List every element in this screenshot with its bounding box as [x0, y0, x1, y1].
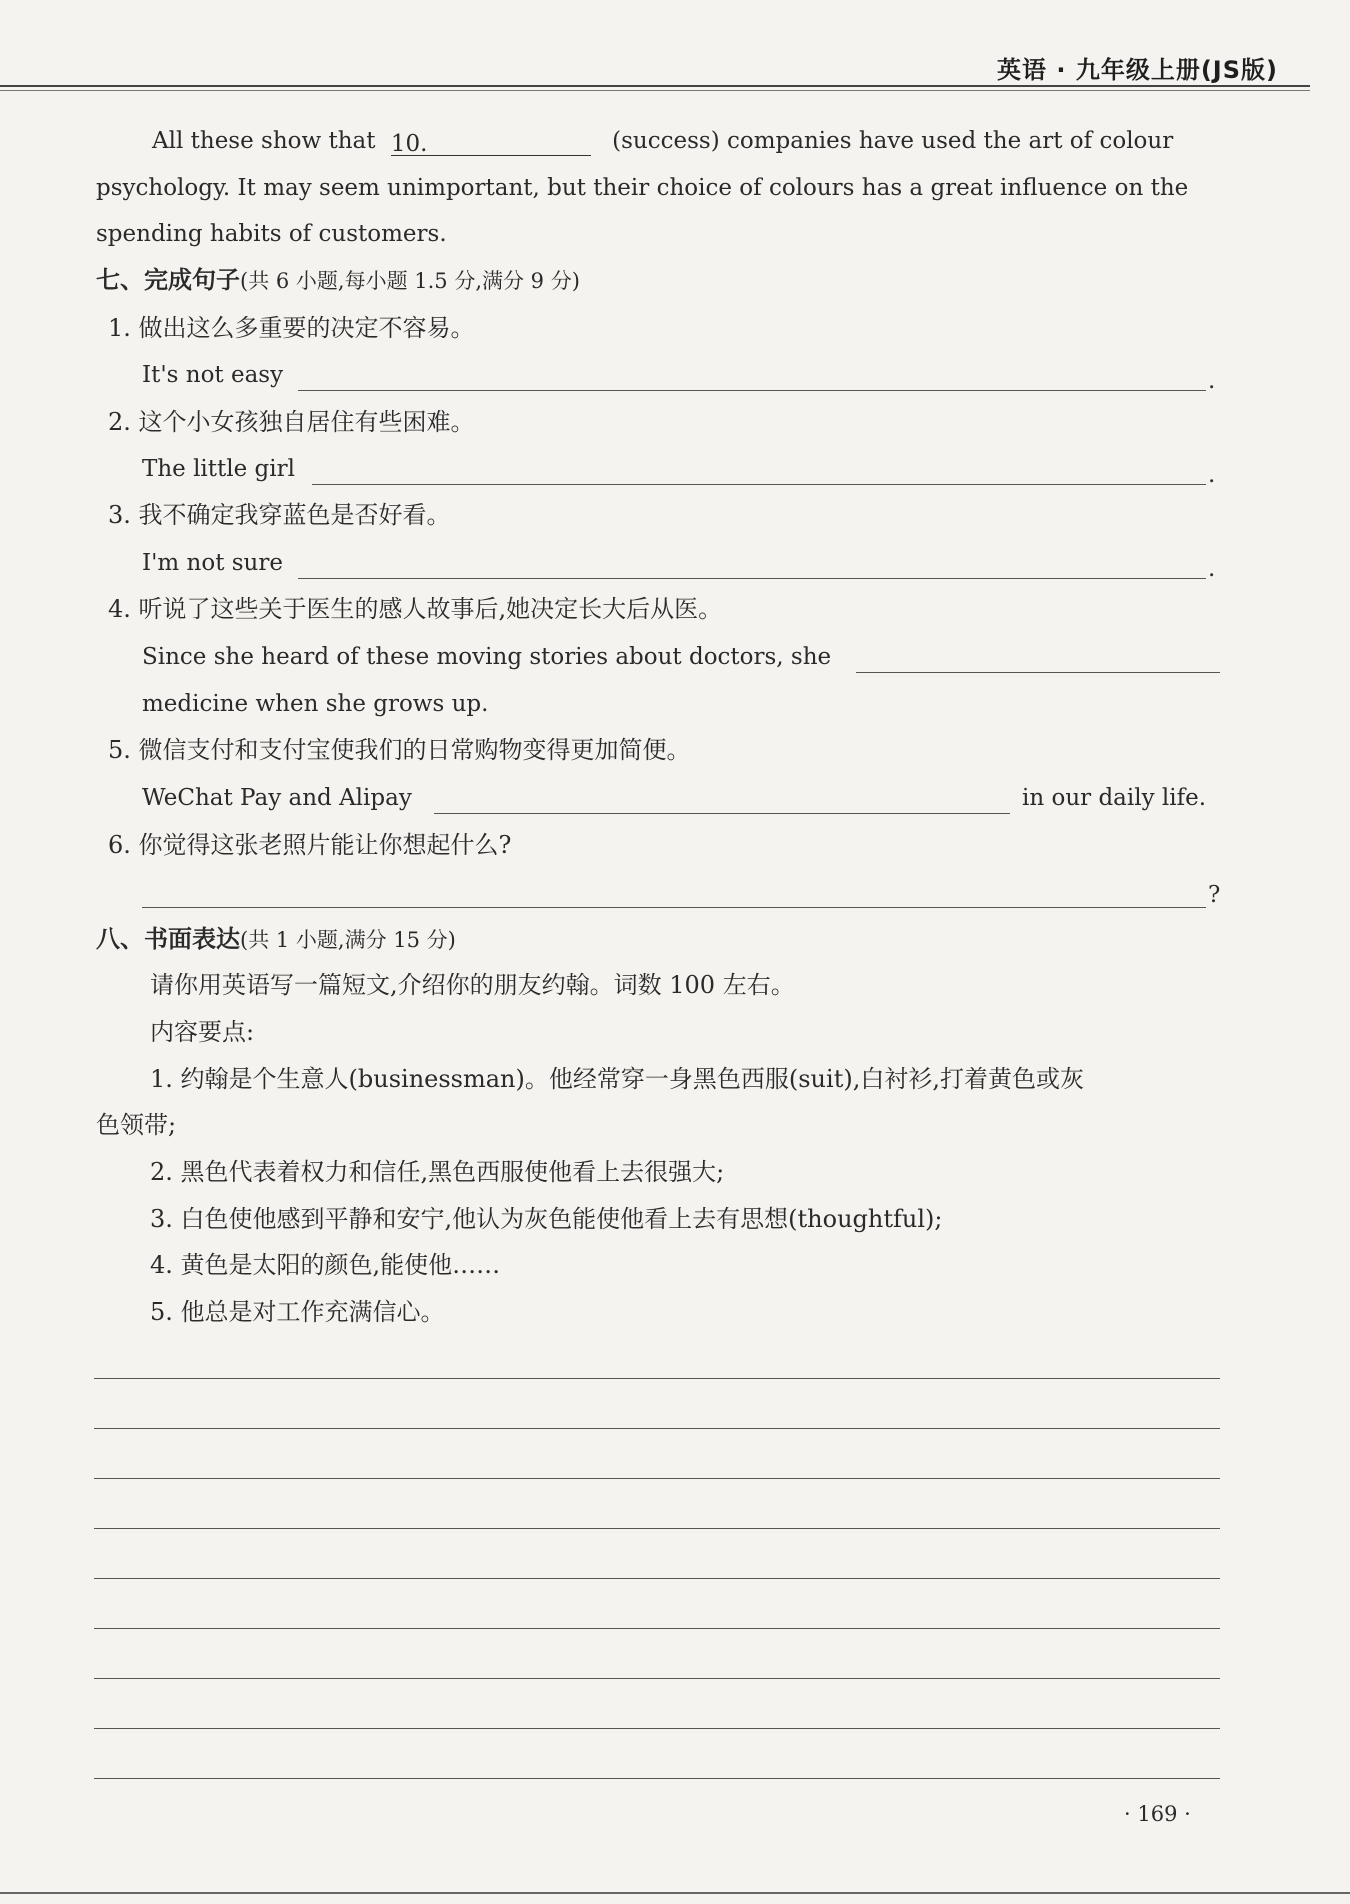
s8-point-2: 2. 黑色代表着权力和信任,黑色西服使他看上去很强大; [150, 1158, 725, 1186]
s7-item-4-lead: Since she heard of these moving stories about doctors, she [142, 644, 832, 670]
s8-point-4: 4. 黄色是太阳的颜色,能使他…… [150, 1251, 501, 1279]
writing-line[interactable] [94, 1628, 1220, 1629]
passage-line-2: psychology. It may seem unimportant, but their choice of colours has a great influence on the [96, 175, 1189, 201]
s7-item-5-prompt: 5. 微信支付和支付宝使我们的日常购物变得更加简便。 [108, 736, 691, 764]
header-rule-thin [0, 90, 1310, 91]
writing-line[interactable] [94, 1778, 1220, 1779]
s7-item-6-prompt: 6. 你觉得这张老照片能让你想起什么? [108, 831, 512, 859]
s7-item-4-line2: medicine when she grows up. [142, 691, 489, 717]
s7-item-5-answer-line[interactable] [434, 813, 1010, 814]
s8-point-1: 1. 约翰是个生意人(businessman)。他经常穿一身黑色西服(suit),白衬衫,打着黄色或灰 [150, 1065, 1084, 1093]
s7-item-6-answer-line[interactable] [142, 907, 1206, 908]
s7-item-3-answer-line[interactable] [298, 578, 1206, 579]
s7-item-2-prompt: 2. 这个小女孩独自居住有些困难。 [108, 408, 475, 436]
writing-line[interactable] [94, 1478, 1220, 1479]
writing-line[interactable] [94, 1728, 1220, 1729]
section-8-heading: 八、书面表达(共 1 小题,满分 15 分) [96, 924, 456, 953]
header-title: 英语 · 九年级上册(JS版) [997, 56, 1278, 84]
s7-item-2-answer-line[interactable] [312, 484, 1206, 485]
s8-point-1-cont: 色领带; [96, 1111, 177, 1139]
s7-item-1-lead: It's not easy [142, 362, 284, 388]
workbook-page: 英语 · 九年级上册(JS版) All these show that 10. (success) companies have used the art of colour psychology. It may seem unimportant, but their choice of colours has a great influence on the spending habits of customers. 七、完成句子(共 6 小题,每小题 1.5 分,满分 9 分) 1. 做出这么多重要的决定不容易。 It's not easy . 2. 这个小女孩独自居住有些困难。 The little girl . 3. 我不确定我穿蓝色是否好看。 I'm not sure . 4. 听说了这些关于医生的感人故事后,她决定长大后从医。 Since she heard of these moving stories about doctors, she medicine when she grows up. 5. 微信支付和支付宝使我们的日常购物变得更加简便。 WeChat Pay and Alipay in our daily life. 6. 你觉得这张老照片能让你想起什么? ? 八、书面表达(共 1 小题,满分 15 分) 请你用英语写一篇短文,介绍你的朋友约翰。词数 100 左右。 内容要点: 1. 约翰是个生意人(businessman)。他经常穿一身黑色西服(suit),白衬衫,打着黄色或灰 色领带; 2. 黑色代表着权力和信任,黑色西服使他看上去很强大; 3. 白色使他感到平静和安宁,他认为灰色能使他看上去有思想(thoughtful); 4. 黄色是太阳的颜色,能使他…… 5. 他总是对工作充满信心。 · 169 · [0, 0, 1350, 1904]
bottom-rule [0, 1892, 1350, 1894]
header-rule [0, 85, 1310, 87]
s7-item-5-lead: WeChat Pay and Alipay [142, 785, 412, 811]
page-number: · 169 · [1124, 1802, 1191, 1826]
passage-line-1: All these show that 10. (success) companies have used the art of colour [152, 128, 1174, 157]
writing-line[interactable] [94, 1678, 1220, 1679]
s8-point-5: 5. 他总是对工作充满信心。 [150, 1298, 445, 1326]
s7-item-4-prompt: 4. 听说了这些关于医生的感人故事后,她决定长大后从医。 [108, 595, 723, 623]
s7-item-3-lead: I'm not sure [142, 550, 283, 576]
s7-item-5-tail: in our daily life. [1022, 785, 1207, 811]
passage-line-3: spending habits of customers. [96, 221, 447, 247]
writing-line[interactable] [94, 1578, 1220, 1579]
writing-line[interactable] [94, 1528, 1220, 1529]
writing-line[interactable] [94, 1428, 1220, 1429]
s7-item-4-answer-line[interactable] [856, 672, 1220, 673]
s8-instruction: 请你用英语写一篇短文,介绍你的朋友约翰。词数 100 左右。 [150, 971, 795, 999]
blank-10[interactable]: 10. [391, 129, 591, 156]
s7-item-2-lead: The little girl [142, 456, 295, 482]
s7-item-3-prompt: 3. 我不确定我穿蓝色是否好看。 [108, 501, 451, 529]
s8-point-3: 3. 白色使他感到平静和安宁,他认为灰色能使他看上去有思想(thoughtful); [150, 1205, 943, 1233]
s7-item-1-answer-line[interactable] [298, 390, 1206, 391]
section-7-heading: 七、完成句子(共 6 小题,每小题 1.5 分,满分 9 分) [96, 265, 580, 294]
s7-item-1-prompt: 1. 做出这么多重要的决定不容易。 [108, 314, 475, 342]
s8-points-heading: 内容要点: [150, 1018, 255, 1046]
writing-line[interactable] [94, 1378, 1220, 1379]
